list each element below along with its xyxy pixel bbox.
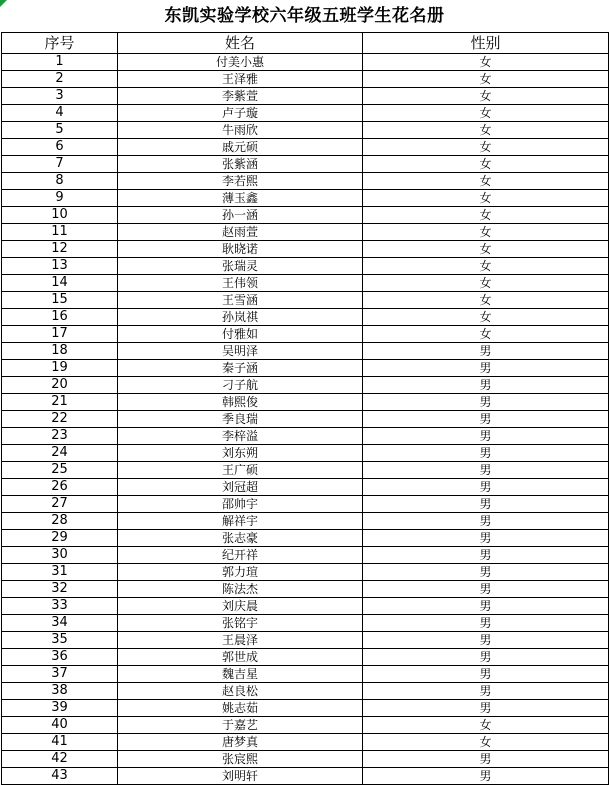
cell-gender[interactable]: 男 <box>363 751 609 768</box>
cell-number[interactable]: 16 <box>2 309 118 326</box>
cell-gender[interactable]: 男 <box>363 683 609 700</box>
cell-name[interactable]: 付美小惠 <box>118 54 363 71</box>
table-row <box>2 105 609 122</box>
cell-name[interactable]: 唐梦真 <box>118 734 363 751</box>
table-row <box>2 207 609 224</box>
cell-gender[interactable]: 男 <box>363 462 609 479</box>
cell-number[interactable]: 38 <box>2 683 118 700</box>
cell-gender[interactable]: 女 <box>363 54 609 71</box>
table-row <box>2 224 609 241</box>
cell-name[interactable]: 王广硕 <box>118 462 363 479</box>
cell-name[interactable]: 刘冠超 <box>118 479 363 496</box>
header-row <box>2 33 609 54</box>
cell-number[interactable]: 31 <box>2 564 118 581</box>
cell-name[interactable]: 赵良松 <box>118 683 363 700</box>
cell-number[interactable]: 36 <box>2 649 118 666</box>
table-row <box>2 683 609 700</box>
cell-name[interactable]: 王晨泽 <box>118 632 363 649</box>
cell-name[interactable]: 季良瑞 <box>118 411 363 428</box>
cell-gender[interactable]: 男 <box>363 768 609 785</box>
table-row <box>2 241 609 258</box>
cell-gender[interactable]: 男 <box>363 649 609 666</box>
cell-gender[interactable]: 男 <box>363 632 609 649</box>
cell-name[interactable]: 付雅如 <box>118 326 363 343</box>
table-row <box>2 462 609 479</box>
cell-number[interactable]: 2 <box>2 71 118 88</box>
cell-gender[interactable]: 男 <box>363 564 609 581</box>
cell-number[interactable]: 41 <box>2 734 118 751</box>
table-row <box>2 54 609 71</box>
table-row <box>2 377 609 394</box>
cell-number[interactable]: 22 <box>2 411 118 428</box>
cell-name[interactable]: 陈法杰 <box>118 581 363 598</box>
header-number[interactable]: 序号 <box>2 33 118 54</box>
cell-name[interactable]: 张紫涵 <box>118 156 363 173</box>
cell-name[interactable]: 李若熙 <box>118 173 363 190</box>
cell-number[interactable]: 37 <box>2 666 118 683</box>
cell-name[interactable]: 赵雨萱 <box>118 224 363 241</box>
cell-gender[interactable]: 女 <box>363 207 609 224</box>
cell-number[interactable]: 42 <box>2 751 118 768</box>
cell-number[interactable]: 34 <box>2 615 118 632</box>
cell-name[interactable]: 张铭宇 <box>118 615 363 632</box>
cell-gender[interactable]: 男 <box>363 496 609 513</box>
cell-name[interactable]: 姚志茹 <box>118 700 363 717</box>
cell-number[interactable]: 7 <box>2 156 118 173</box>
cell-name[interactable]: 李梓溢 <box>118 428 363 445</box>
cell-number[interactable]: 24 <box>2 445 118 462</box>
table-row <box>2 343 609 360</box>
cell-name[interactable]: 张瑞灵 <box>118 258 363 275</box>
cell-gender[interactable]: 女 <box>363 275 609 292</box>
table-row <box>2 428 609 445</box>
cell-number[interactable]: 19 <box>2 360 118 377</box>
table-row <box>2 360 609 377</box>
table-row <box>2 632 609 649</box>
table-row <box>2 666 609 683</box>
table-row <box>2 309 609 326</box>
table-row <box>2 445 609 462</box>
cell-gender[interactable]: 男 <box>363 513 609 530</box>
cell-gender[interactable]: 男 <box>363 360 609 377</box>
cell-name[interactable]: 王泽雅 <box>118 71 363 88</box>
cell-number[interactable]: 4 <box>2 105 118 122</box>
cell-gender[interactable]: 男 <box>363 394 609 411</box>
cell-name[interactable]: 纪开祥 <box>118 547 363 564</box>
table-row <box>2 734 609 751</box>
table-row <box>2 768 609 785</box>
table-row <box>2 564 609 581</box>
roster-body <box>2 54 609 785</box>
cell-name[interactable]: 牛雨欣 <box>118 122 363 139</box>
cell-gender[interactable]: 女 <box>363 190 609 207</box>
cell-gender[interactable]: 女 <box>363 224 609 241</box>
cell-name[interactable]: 孙一涵 <box>118 207 363 224</box>
cell-gender[interactable]: 女 <box>363 122 609 139</box>
cell-gender[interactable]: 男 <box>363 666 609 683</box>
cell-name[interactable]: 邵帅宇 <box>118 496 363 513</box>
cell-gender[interactable]: 男 <box>363 411 609 428</box>
table-row <box>2 258 609 275</box>
cell-number[interactable]: 30 <box>2 547 118 564</box>
cell-gender[interactable]: 男 <box>363 377 609 394</box>
table-row <box>2 649 609 666</box>
cell-name[interactable]: 孙岚祺 <box>118 309 363 326</box>
cell-number[interactable]: 10 <box>2 207 118 224</box>
table-row <box>2 700 609 717</box>
cell-name[interactable]: 刘庆晨 <box>118 598 363 615</box>
table-row <box>2 751 609 768</box>
cell-number[interactable]: 6 <box>2 139 118 156</box>
cell-gender[interactable]: 女 <box>363 241 609 258</box>
table-row <box>2 122 609 139</box>
cell-number[interactable]: 29 <box>2 530 118 547</box>
cell-number[interactable]: 28 <box>2 513 118 530</box>
cell-name[interactable]: 秦子涵 <box>118 360 363 377</box>
cell-name[interactable]: 张宸熙 <box>118 751 363 768</box>
cell-gender[interactable]: 男 <box>363 598 609 615</box>
cell-name[interactable]: 耿晓诺 <box>118 241 363 258</box>
cell-number[interactable]: 35 <box>2 632 118 649</box>
cell-name[interactable]: 薄玉鑫 <box>118 190 363 207</box>
cell-number[interactable]: 3 <box>2 88 118 105</box>
table-row <box>2 292 609 309</box>
cell-number[interactable]: 17 <box>2 326 118 343</box>
table-row <box>2 326 609 343</box>
table-row <box>2 496 609 513</box>
cell-name[interactable]: 吴明泽 <box>118 343 363 360</box>
table-row <box>2 479 609 496</box>
cell-number[interactable]: 5 <box>2 122 118 139</box>
cell-gender[interactable]: 女 <box>363 105 609 122</box>
table-row <box>2 717 609 734</box>
cell-gender[interactable]: 女 <box>363 734 609 751</box>
cell-name[interactable]: 刘东朔 <box>118 445 363 462</box>
cell-name[interactable]: 于嘉艺 <box>118 717 363 734</box>
cell-gender[interactable]: 女 <box>363 717 609 734</box>
cell-name[interactable]: 张志豪 <box>118 530 363 547</box>
cell-gender[interactable]: 男 <box>363 700 609 717</box>
cell-gender[interactable]: 男 <box>363 615 609 632</box>
cell-name[interactable]: 戚元硕 <box>118 139 363 156</box>
cell-name[interactable]: 韩熙俊 <box>118 394 363 411</box>
cell-number[interactable]: 33 <box>2 598 118 615</box>
table-row <box>2 156 609 173</box>
cell-name[interactable]: 郭世成 <box>118 649 363 666</box>
cell-number[interactable]: 32 <box>2 581 118 598</box>
table-row <box>2 530 609 547</box>
cell-name[interactable]: 解祥宇 <box>118 513 363 530</box>
table-row <box>2 71 609 88</box>
cell-gender[interactable]: 女 <box>363 258 609 275</box>
cell-name[interactable]: 郭力瑄 <box>118 564 363 581</box>
cell-gender[interactable]: 女 <box>363 156 609 173</box>
cell-number[interactable]: 27 <box>2 496 118 513</box>
cell-number[interactable]: 9 <box>2 190 118 207</box>
header-name[interactable]: 姓名 <box>118 33 363 54</box>
cell-number[interactable]: 13 <box>2 258 118 275</box>
cell-gender[interactable]: 女 <box>363 326 609 343</box>
cell-gender[interactable]: 男 <box>363 479 609 496</box>
table-row <box>2 513 609 530</box>
cell-name[interactable]: 李紫萱 <box>118 88 363 105</box>
cell-gender[interactable]: 男 <box>363 530 609 547</box>
cell-number[interactable]: 8 <box>2 173 118 190</box>
cell-name[interactable]: 魏吉星 <box>118 666 363 683</box>
header-gender[interactable]: 性别 <box>363 33 609 54</box>
cell-gender[interactable]: 女 <box>363 139 609 156</box>
cell-name[interactable]: 王雪涵 <box>118 292 363 309</box>
cell-number[interactable]: 39 <box>2 700 118 717</box>
table-row <box>2 394 609 411</box>
table-row <box>2 615 609 632</box>
cell-number[interactable]: 26 <box>2 479 118 496</box>
cell-gender[interactable]: 女 <box>363 71 609 88</box>
page-title: 东凯实验学校六年级五班学生花名册 <box>164 6 445 26</box>
cell-number[interactable]: 43 <box>2 768 118 785</box>
cell-number[interactable]: 11 <box>2 224 118 241</box>
cell-number[interactable]: 1 <box>2 54 118 71</box>
cell-gender[interactable]: 女 <box>363 88 609 105</box>
cell-number[interactable]: 20 <box>2 377 118 394</box>
cell-gender[interactable]: 女 <box>363 173 609 190</box>
table-row <box>2 139 609 156</box>
cell-number[interactable]: 23 <box>2 428 118 445</box>
cell-name[interactable]: 卢子璇 <box>118 105 363 122</box>
table-row <box>2 411 609 428</box>
cell-name[interactable]: 刘明轩 <box>118 768 363 785</box>
table-row <box>2 190 609 207</box>
table-row <box>2 88 609 105</box>
student-roster-table <box>1 32 609 785</box>
cell-gender[interactable]: 男 <box>363 445 609 462</box>
cell-number[interactable]: 40 <box>2 717 118 734</box>
cell-number[interactable]: 18 <box>2 343 118 360</box>
cell-name[interactable]: 刁子航 <box>118 377 363 394</box>
cell-gender[interactable]: 男 <box>363 428 609 445</box>
cell-gender[interactable]: 男 <box>363 343 609 360</box>
table-row <box>2 173 609 190</box>
cell-name[interactable]: 王伟领 <box>118 275 363 292</box>
cell-number[interactable]: 12 <box>2 241 118 258</box>
cell-number[interactable]: 15 <box>2 292 118 309</box>
cell-gender[interactable]: 男 <box>363 547 609 564</box>
table-row <box>2 275 609 292</box>
cell-gender[interactable]: 女 <box>363 309 609 326</box>
cell-number[interactable]: 25 <box>2 462 118 479</box>
cell-number[interactable]: 21 <box>2 394 118 411</box>
cell-number[interactable]: 14 <box>2 275 118 292</box>
table-row <box>2 581 609 598</box>
table-row <box>2 547 609 564</box>
cell-gender[interactable]: 女 <box>363 292 609 309</box>
table-row <box>2 598 609 615</box>
cell-gender[interactable]: 男 <box>363 581 609 598</box>
